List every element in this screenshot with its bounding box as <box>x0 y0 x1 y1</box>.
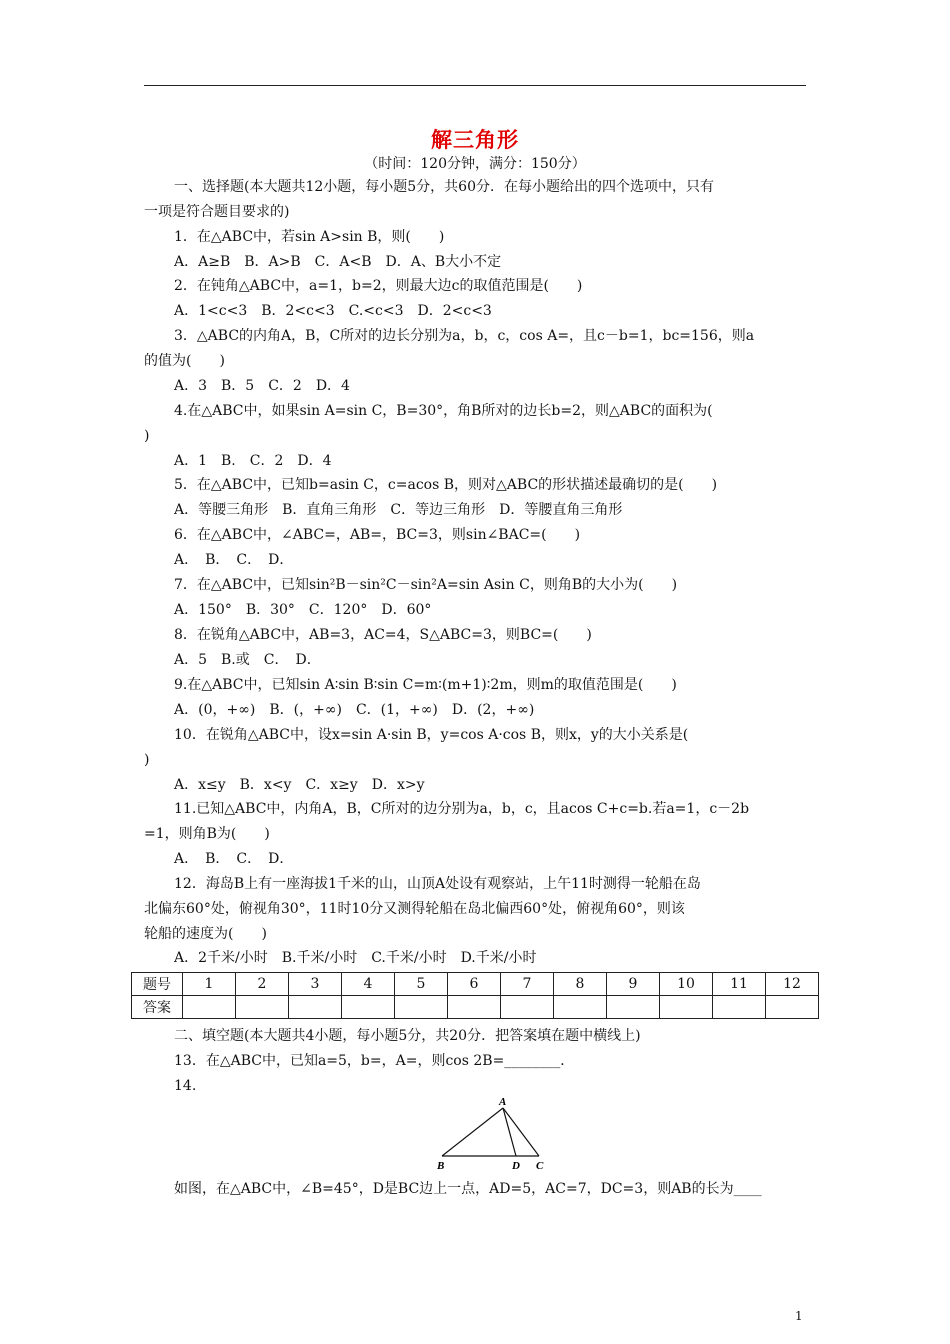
table-number-cell: 2 <box>236 973 289 996</box>
side-ab <box>442 1108 503 1156</box>
page-title: 解三角形 <box>431 127 519 152</box>
answer-table-header-row <box>132 973 819 996</box>
table-number-cell: 3 <box>289 973 342 996</box>
answer-cell[interactable] <box>660 996 713 1019</box>
question-14-text: 如图，在△ABC中，∠B=45°，D是BC边上一点，AD=5，AC=7，DC=3，则AB的长为____ <box>174 1181 762 1197</box>
page-subtitle: （时间：120分钟，满分：150分） <box>364 156 586 172</box>
answer-cell[interactable] <box>236 996 289 1019</box>
answer-cell[interactable] <box>289 996 342 1019</box>
options-9: A．(0，+∞) B．(，+∞) C．(1，+∞) D．(2，+∞) <box>174 702 535 718</box>
table-number-cell: 1 <box>183 973 236 996</box>
answer-table-answer-row <box>132 996 819 1019</box>
triangle-figure <box>430 1094 560 1174</box>
options-7: A．150° B．30° C．120° D．60° <box>174 602 432 618</box>
answer-cell[interactable] <box>448 996 501 1019</box>
options-1: A．A≥B B．A>B C．A<B D．A、B大小不定 <box>174 254 502 270</box>
table-number-cell: 5 <box>395 973 448 996</box>
question-3-line2: 的值为( ) <box>144 353 225 369</box>
options-3: A．3 B．5 C．2 D．4 <box>174 378 350 394</box>
question-12-line2: 北偏东60°处，俯视角30°，11时10分又测得轮船在岛北偏西60°处，俯视角60°，则该 <box>144 901 685 917</box>
answer-cell[interactable] <box>342 996 395 1019</box>
table-number-cell: 10 <box>660 973 713 996</box>
question-5: 5．在△ABC中，已知b=asin C，c=acos B，则对△ABC的形状描述最确切的是( ) <box>174 477 718 493</box>
answer-cell[interactable] <box>501 996 554 1019</box>
vertex-b-label: B <box>437 1160 445 1172</box>
table-number-cell: 12 <box>766 973 819 996</box>
vertex-d-label: D <box>512 1160 520 1172</box>
question-12-line3: 轮船的速度为( ) <box>144 926 267 942</box>
section1-heading-line1: 一、选择题(本大题共12小题，每小题5分，共60分．在每小题给出的四个选项中，只有 <box>174 179 714 195</box>
question-10-line1: 10．在锐角△ABC中，设x=sin A·sin B，y=cos A·cos B，则x，y的大小关系是( <box>174 727 689 743</box>
question-2: 2．在钝角△ABC中，a=1，b=2，则最大边c的取值范围是( ) <box>174 278 583 294</box>
answer-cell[interactable] <box>183 996 236 1019</box>
vertex-a-label: A <box>499 1096 507 1108</box>
section1-heading-line2: 一项是符合题目要求的) <box>144 204 290 220</box>
question-14-number: 14. <box>174 1078 197 1094</box>
question-1: 1．在△ABC中，若sin A>sin B，则( ) <box>174 229 445 245</box>
answer-cell[interactable] <box>554 996 607 1019</box>
question-7: 7．在△ABC中，已知sin²B－sin²C－sin²A=sin Asin C，则角B的大小为( ) <box>174 577 678 593</box>
options-10: A．x≤y B．x<y C．x≥y D．x>y <box>174 777 425 793</box>
table-number-cell: 9 <box>607 973 660 996</box>
table-header-label: 题号 <box>132 973 183 996</box>
answer-table <box>131 972 819 1019</box>
question-3-line1: 3．△ABC的内角A，B，C所对的边长分别为a，b，c，cos A=，且c－b=1，bc=156，则a <box>174 328 755 344</box>
section2-heading: 二、填空题(本大题共4小题，每小题5分，共20分．把答案填在题中横线上) <box>174 1028 641 1044</box>
question-4-line2: ) <box>144 428 150 444</box>
question-8: 8．在锐角△ABC中，AB=3，AC=4，S△ABC=3，则BC=( ) <box>174 627 592 643</box>
answer-cell[interactable] <box>713 996 766 1019</box>
table-number-cell: 6 <box>448 973 501 996</box>
header-rule <box>144 85 806 86</box>
question-6: 6．在△ABC中，∠ABC=，AB=，BC=3，则sin∠BAC=( ) <box>174 527 581 543</box>
options-8: A．5 B.或 C． D． <box>174 652 321 668</box>
answer-cell[interactable] <box>766 996 819 1019</box>
options-11: A． B． C． D． <box>174 851 294 867</box>
question-9: 9.在△ABC中，已知sin A∶sin B∶sin C=m∶(m+1)∶2m，则m的取值范围是( ) <box>174 677 677 693</box>
table-answer-label: 答案 <box>132 996 183 1019</box>
options-6: A． B． C． D． <box>174 552 294 568</box>
options-12: A．2千米/小时 B.千米/小时 C.千米/小时 D.千米/小时 <box>174 950 537 966</box>
question-12-line1: 12．海岛B上有一座海拔1千米的山，山顶A处设有观察站，上午11时测得一轮船在岛 <box>174 876 701 892</box>
segment-ad <box>503 1108 516 1156</box>
answer-cell[interactable] <box>607 996 660 1019</box>
options-5: A．等腰三角形 B．直角三角形 C．等边三角形 D．等腰直角三角形 <box>174 502 623 518</box>
table-number-cell: 11 <box>713 973 766 996</box>
table-number-cell: 8 <box>554 973 607 996</box>
question-11-line1: 11.已知△ABC中，内角A，B，C所对的边分别为a，b，c，且acos C+c=b.若a=1，c－2b <box>174 801 750 817</box>
page-number: 1 <box>795 1309 803 1323</box>
table-number-cell: 4 <box>342 973 395 996</box>
side-ac <box>503 1108 539 1156</box>
question-4-line1: 4.在△ABC中，如果sin A=sin C，B=30°，角B所对的边长b=2，则△ABC的面积为( <box>174 403 713 419</box>
options-2: A．1<c<3 B．2<c<3 C.<c<3 D．2<c<3 <box>174 303 492 319</box>
vertex-c-label: C <box>536 1160 544 1172</box>
options-4: A．1 B. C．2 D．4 <box>174 453 332 469</box>
table-number-cell: 7 <box>501 973 554 996</box>
question-13: 13．在△ABC中，已知a=5，b=，A=，则cos 2B=________． <box>174 1053 575 1069</box>
question-10-line2: ) <box>144 752 150 768</box>
answer-cell[interactable] <box>395 996 448 1019</box>
question-11-line2: =1，则角B为( ) <box>144 826 270 842</box>
